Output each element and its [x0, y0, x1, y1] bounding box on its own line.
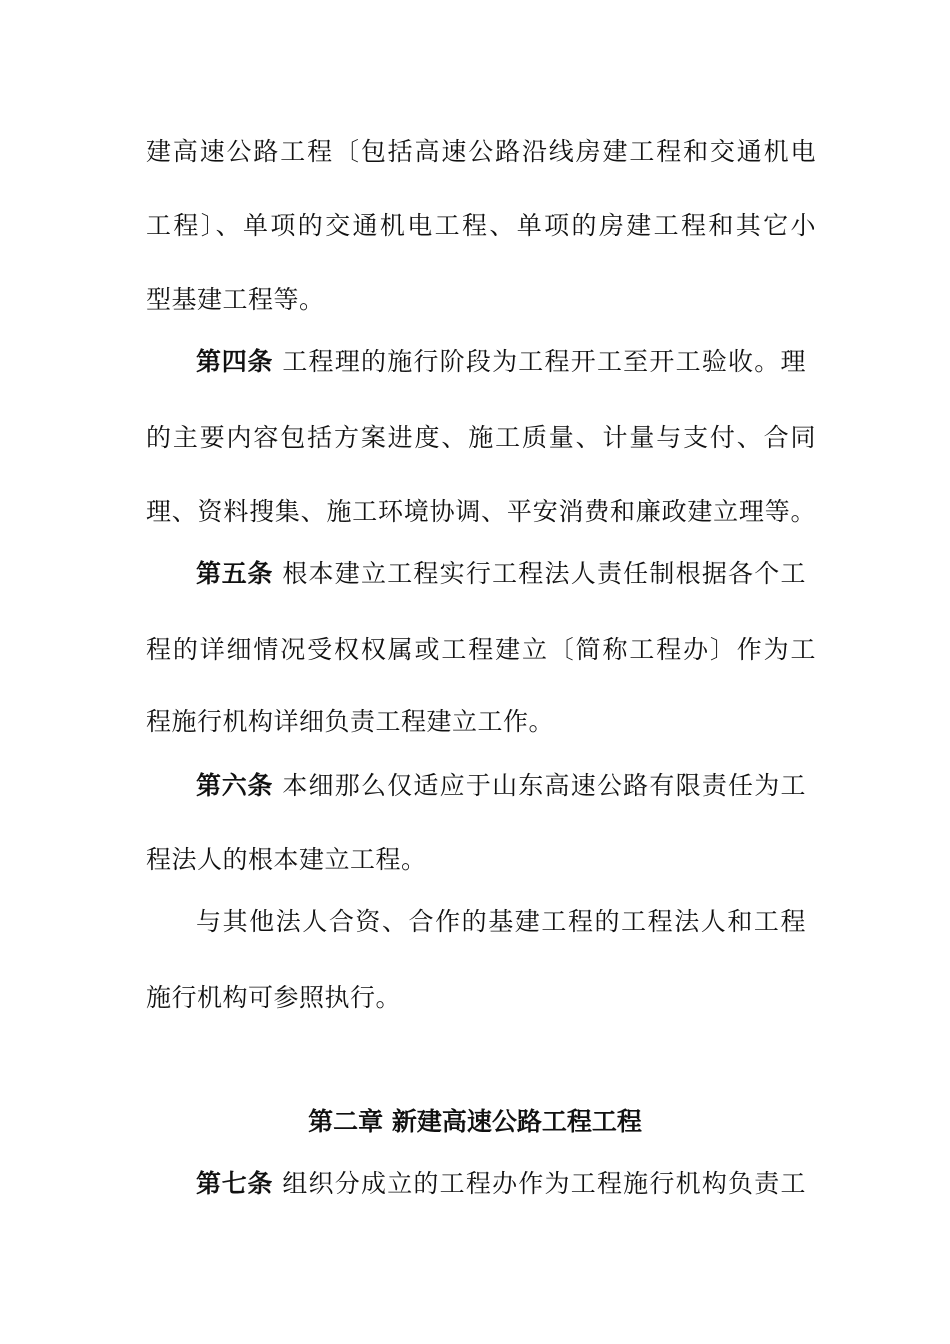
paragraph-line: 建高速公路工程〔包括高速公路沿线房建工程和交通机电	[146, 137, 816, 166]
article-number: 第六条	[196, 771, 274, 800]
paragraph-line: 工程〕、单项的交通机电工程、单项的房建工程和其它小	[146, 211, 816, 240]
article-text: 工程理的施行阶段为工程开工至开工验收。理	[282, 347, 806, 376]
article-text: 本细那么仅适应于山东高速公路有限责任为工	[282, 771, 806, 800]
paragraph-line: 型基建工程等。	[146, 285, 325, 314]
paragraph-line: 程的详细情况受权权属或工程建立〔简称工程办〕作为工	[146, 635, 816, 664]
article-number: 第四条	[196, 347, 274, 376]
paragraph-line: 与其他法人合资、合作的基建工程的工程法人和工程	[196, 907, 806, 936]
article-line	[196, 558, 806, 590]
article-line	[196, 770, 806, 802]
article-line	[196, 346, 806, 378]
article-text: 组织分成立的工程办作为工程施行机构负责工	[282, 1169, 806, 1198]
article-number: 第五条	[196, 559, 274, 588]
article-text: 根本建立工程实行工程法人责任制根据各个工	[282, 559, 806, 588]
article-line	[196, 1168, 806, 1200]
article-number: 第七条	[196, 1169, 274, 1198]
paragraph-line: 的主要内容包括方案进度、施工质量、计量与支付、合同	[146, 423, 816, 452]
paragraph-line: 理、资料搜集、施工环境协调、平安消费和廉政建立理等。	[146, 497, 816, 526]
chapter-heading: 第二章 新建高速公路工程工程	[308, 1107, 642, 1136]
paragraph-line: 程施行机构详细负责工程建立工作。	[146, 707, 555, 736]
paragraph-line: 施行机构可参照执行。	[146, 983, 402, 1012]
paragraph-line: 程法人的根本建立工程。	[146, 845, 427, 874]
